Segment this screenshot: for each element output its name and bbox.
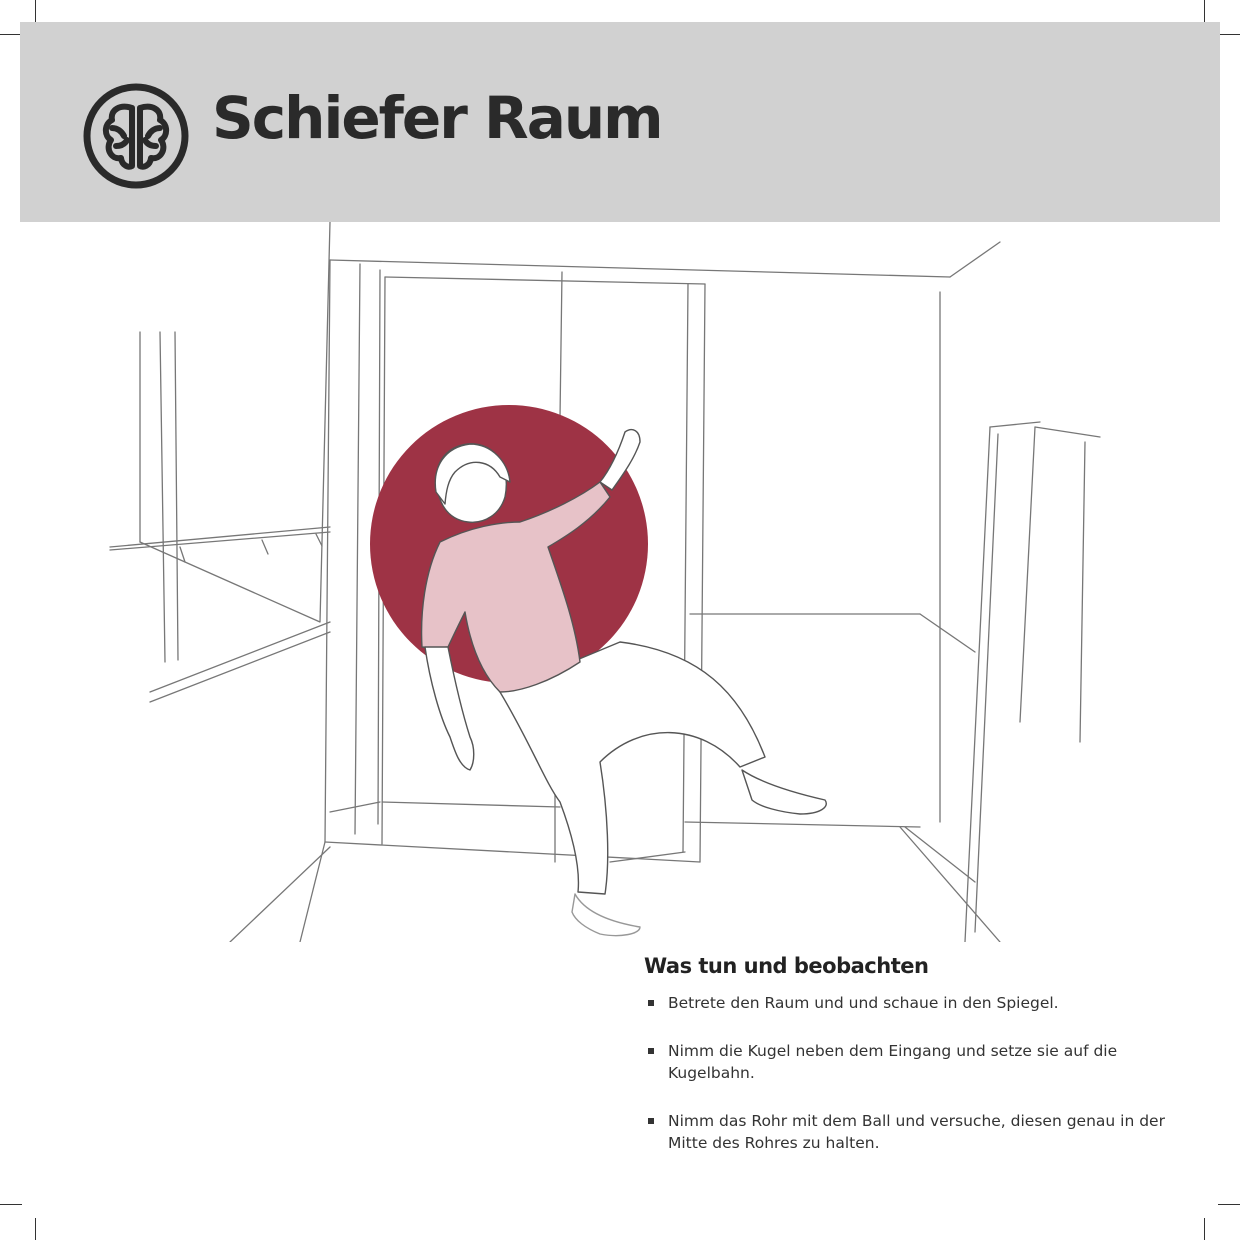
page-title: Schiefer Raum: [212, 84, 662, 152]
bullet-icon: [648, 1048, 654, 1054]
crop-mark: [35, 0, 36, 22]
step-text: Nimm das Rohr mit dem Ball und versuche, diesen genau in der Mitte des Rohres zu halten.: [668, 1112, 1165, 1152]
instructions-list: [644, 992, 1174, 1180]
crop-mark: [35, 1218, 36, 1240]
brain-icon: [80, 80, 192, 192]
list-item: [644, 1110, 1174, 1154]
instructions-heading: Was tun und beobachten: [644, 954, 929, 978]
step-text: Nimm die Kugel neben dem Eingang und setze sie auf die Kugelbahn.: [668, 1042, 1118, 1082]
crop-mark: [1204, 0, 1205, 22]
bullet-icon: [648, 1118, 654, 1124]
bullet-icon: [648, 1000, 654, 1006]
list-item: [644, 1040, 1174, 1084]
crop-mark: [1218, 1204, 1240, 1205]
list-item: [644, 992, 1174, 1014]
crop-mark: [0, 34, 22, 35]
step-text: Betrete den Raum und und schaue in den Spiegel.: [668, 994, 1059, 1012]
crop-mark: [0, 1204, 22, 1205]
crop-mark: [1204, 1218, 1205, 1240]
crop-mark: [1218, 34, 1240, 35]
tilted-room-illustration: [0, 222, 1240, 942]
